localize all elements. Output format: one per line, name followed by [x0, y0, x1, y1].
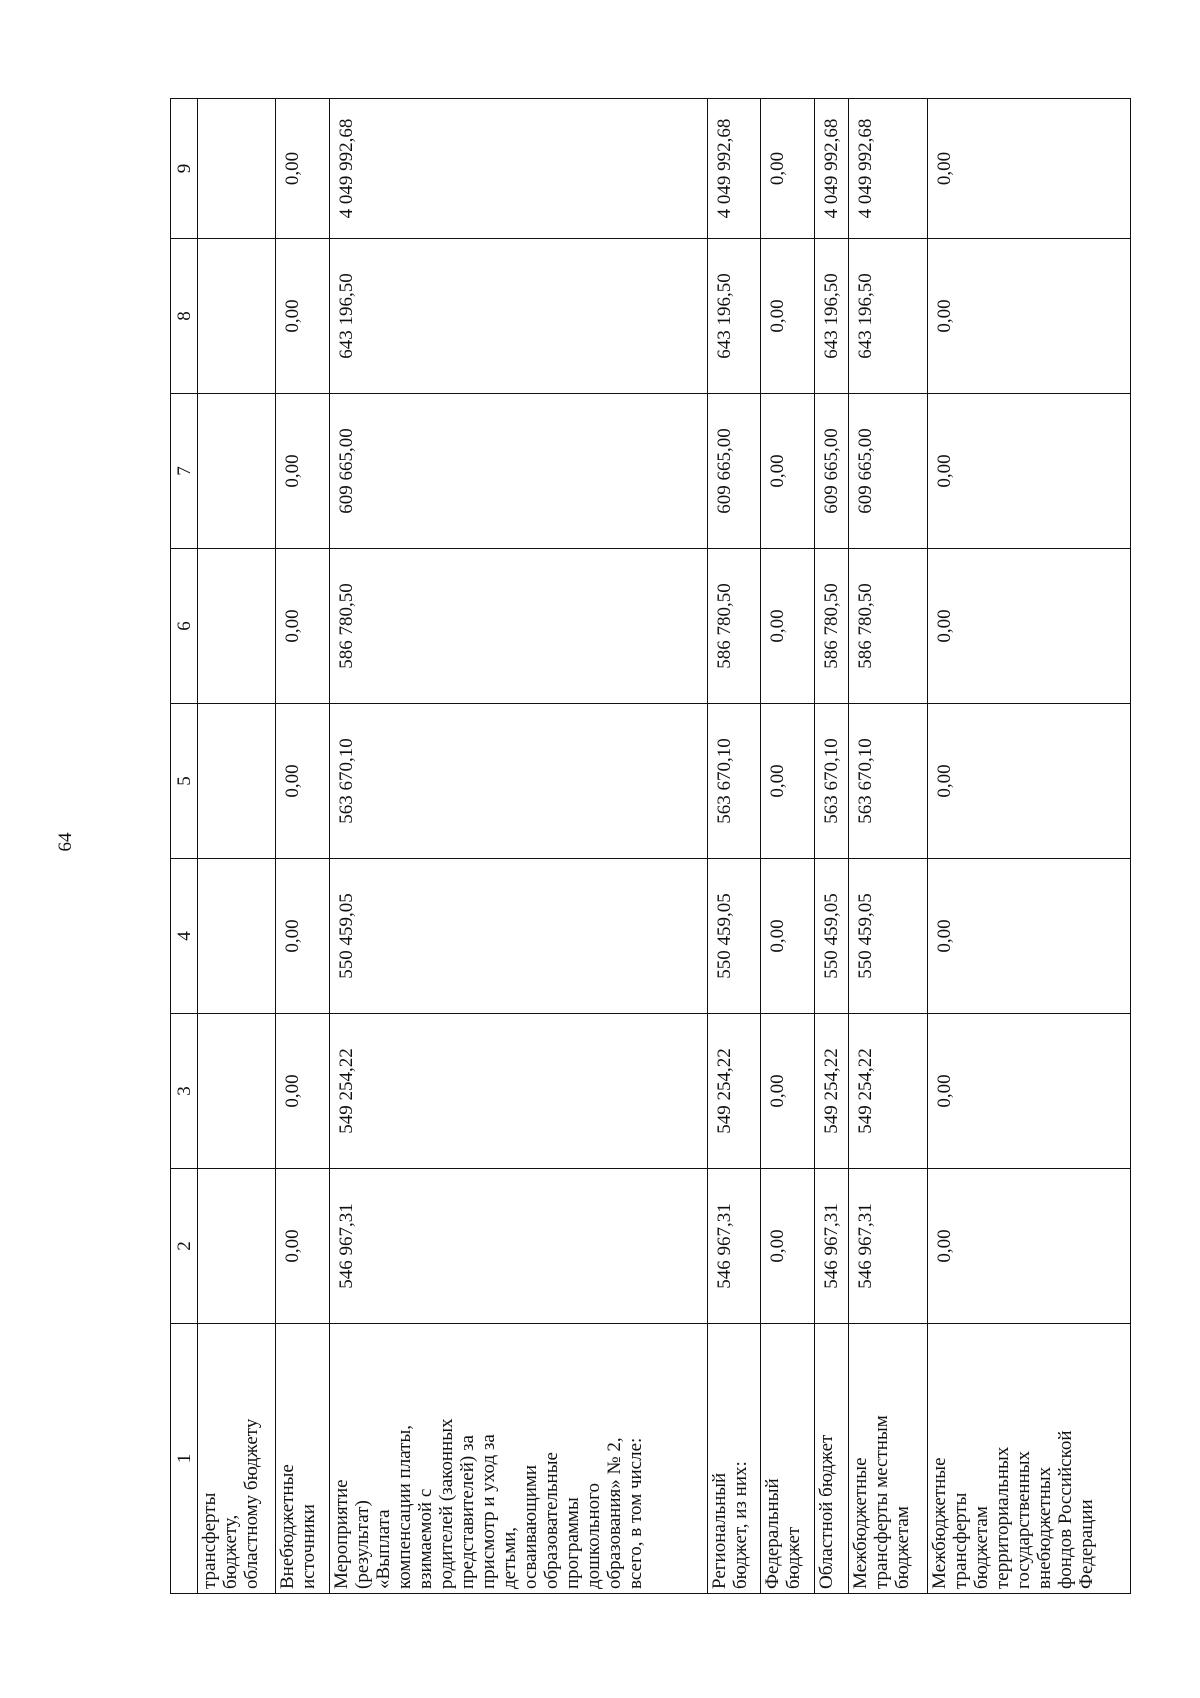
value-cell [198, 1014, 276, 1169]
value-cell: 563 670,10 [329, 704, 707, 859]
table-row [761, 99, 814, 1594]
value-cell: 546 967,31 [814, 1169, 848, 1324]
page-number: 64 [55, 832, 76, 852]
table-row [814, 99, 848, 1594]
value-cell [198, 704, 276, 859]
value-cell: 546 967,31 [329, 1169, 707, 1324]
value-cell: 0,00 [276, 239, 329, 394]
row-label-cell: Внебюджетные источники [276, 1324, 329, 1594]
value-cell: 586 780,50 [814, 549, 848, 704]
value-cell: 586 780,50 [849, 549, 927, 704]
value-cell: 0,00 [276, 1169, 329, 1324]
value-cell: 0,00 [761, 1169, 814, 1324]
value-cell: 549 254,22 [329, 1014, 707, 1169]
row-label-cell: Федеральный бюджет [761, 1324, 814, 1594]
value-cell: 643 196,50 [707, 239, 760, 394]
value-cell: 609 665,00 [707, 394, 760, 549]
value-cell: 0,00 [761, 99, 814, 239]
value-cell: 0,00 [927, 239, 1130, 394]
table-row [927, 99, 1130, 1594]
row-label-cell: Региональный бюджет, из них: [707, 1324, 760, 1594]
table-row [198, 99, 276, 1594]
value-cell: 0,00 [927, 394, 1130, 549]
header-cell: 8 [171, 239, 198, 394]
header-cell: 6 [171, 549, 198, 704]
value-cell [198, 1169, 276, 1324]
table-row [707, 99, 760, 1594]
rotated-table-container [170, 99, 1131, 1594]
value-cell: 546 967,31 [849, 1169, 927, 1324]
value-cell: 550 459,05 [849, 859, 927, 1014]
value-cell [198, 394, 276, 549]
value-cell: 550 459,05 [814, 859, 848, 1014]
header-cell: 9 [171, 99, 198, 239]
value-cell: 0,00 [276, 549, 329, 704]
table-row [276, 99, 329, 1594]
value-cell [198, 239, 276, 394]
header-cell: 2 [171, 1169, 198, 1324]
value-cell: 0,00 [761, 394, 814, 549]
row-label-cell: трансферты бюджету, областному бюджету [198, 1324, 276, 1594]
value-cell [198, 99, 276, 239]
value-cell: 586 780,50 [329, 549, 707, 704]
header-cell: 1 [171, 1324, 198, 1594]
table-row [329, 99, 707, 1594]
value-cell: 0,00 [276, 394, 329, 549]
header-cell: 7 [171, 394, 198, 549]
value-cell: 563 670,10 [814, 704, 848, 859]
value-cell [198, 549, 276, 704]
value-cell: 550 459,05 [707, 859, 760, 1014]
value-cell: 643 196,50 [329, 239, 707, 394]
value-cell: 643 196,50 [814, 239, 848, 394]
budget-table [170, 98, 1131, 1594]
value-cell: 0,00 [276, 704, 329, 859]
row-label-cell: Межбюджетные трансферты бюджетам территориальных государственных внебюджетных фондов Российской Федерации [927, 1324, 1130, 1594]
value-cell: 0,00 [761, 1014, 814, 1169]
header-cell: 5 [171, 704, 198, 859]
value-cell: 549 254,22 [707, 1014, 760, 1169]
value-cell: 609 665,00 [329, 394, 707, 549]
value-cell: 0,00 [927, 704, 1130, 859]
header-cell: 4 [171, 859, 198, 1014]
value-cell: 0,00 [276, 859, 329, 1014]
row-label-cell: Межбюджетные трансферты местным бюджетам [849, 1324, 927, 1594]
value-cell: 546 967,31 [707, 1169, 760, 1324]
value-cell: 0,00 [927, 99, 1130, 239]
value-cell: 0,00 [276, 1014, 329, 1169]
value-cell [198, 859, 276, 1014]
value-cell: 609 665,00 [814, 394, 848, 549]
value-cell: 563 670,10 [849, 704, 927, 859]
value-cell: 550 459,05 [329, 859, 707, 1014]
row-label-cell: Областной бюджет [814, 1324, 848, 1594]
value-cell: 0,00 [927, 1169, 1130, 1324]
value-cell: 0,00 [927, 549, 1130, 704]
header-row [171, 99, 198, 1594]
value-cell: 0,00 [927, 859, 1130, 1014]
value-cell: 563 670,10 [707, 704, 760, 859]
header-cell: 3 [171, 1014, 198, 1169]
value-cell: 586 780,50 [707, 549, 760, 704]
table-body [198, 99, 1131, 1594]
value-cell: 0,00 [761, 549, 814, 704]
value-cell: 4 049 992,68 [329, 99, 707, 239]
table-row [849, 99, 927, 1594]
value-cell: 549 254,22 [814, 1014, 848, 1169]
value-cell: 0,00 [761, 704, 814, 859]
table-header [171, 99, 198, 1594]
value-cell: 4 049 992,68 [707, 99, 760, 239]
value-cell: 609 665,00 [849, 394, 927, 549]
value-cell: 549 254,22 [849, 1014, 927, 1169]
value-cell: 4 049 992,68 [849, 99, 927, 239]
value-cell: 0,00 [927, 1014, 1130, 1169]
row-label-cell: Мероприятие (результат) «Выплата компенсации платы, взимаемой с родителей (законных представителей) за присмотр и уход за детьми, осваивающими образовательные программы дошкольного образования» № 2, всего, в том числе: [329, 1324, 707, 1594]
value-cell: 4 049 992,68 [814, 99, 848, 239]
value-cell: 0,00 [761, 859, 814, 1014]
value-cell: 0,00 [761, 239, 814, 394]
value-cell: 0,00 [276, 99, 329, 239]
value-cell: 643 196,50 [849, 239, 927, 394]
